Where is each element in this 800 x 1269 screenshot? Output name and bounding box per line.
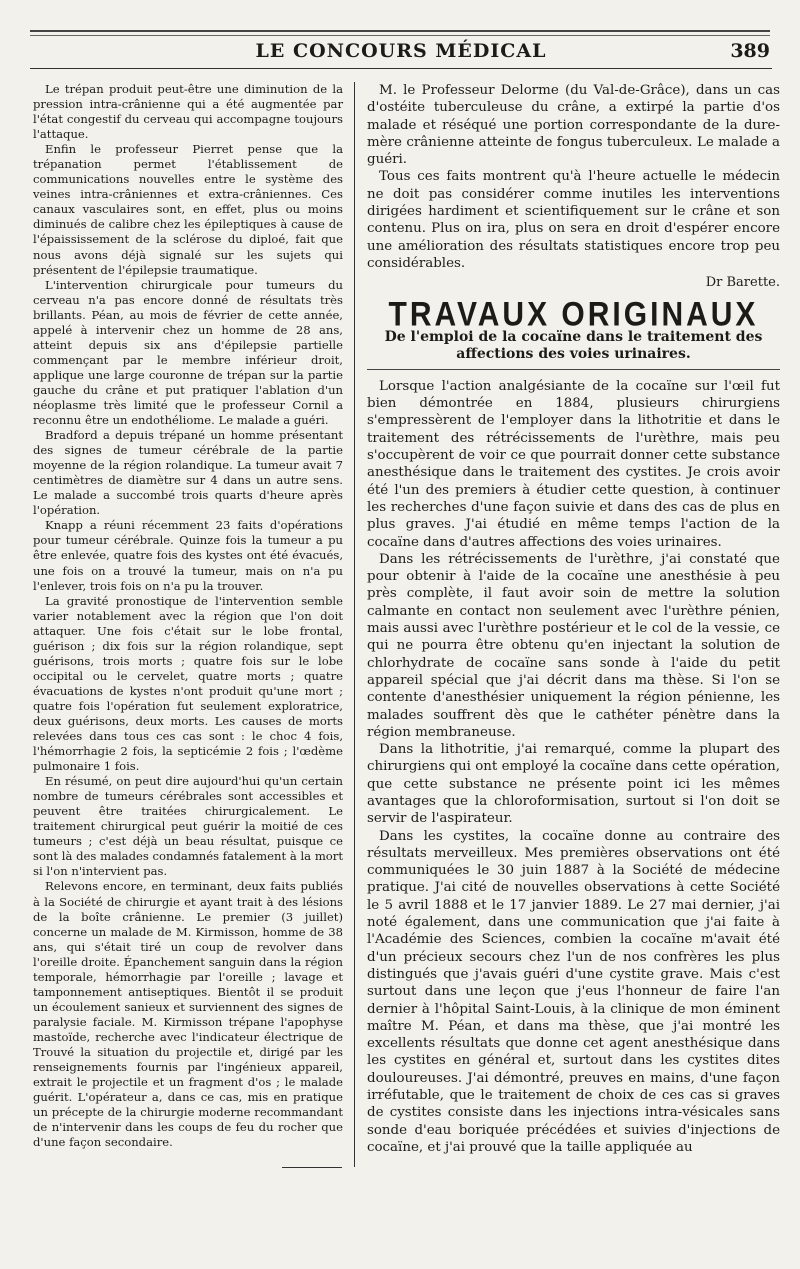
left-paragraph: L'intervention chirurgicale pour tumeurs du cerveau n'a pas encore donné de résultats très brillants. Péan, au mois de février de cette année, appelé à intervenir chez un homme de 28 ans, atteint depuis six ans d'épilepsie partielle commençant par le membre inférieur droit, applique une large couronne de trépan sur la partie gauche du crâne et put pratiquer l'ablation d'un néoplasme très limité que le professeur Cornil a reconnu être un endothéliome. Le malade a guéri.: [33, 277, 343, 428]
right-paragraph: Tous ces faits montrent qu'à l'heure actuelle le médecin ne doit pas considérer comme inutiles les interventions dirigées hardiment et scientifiquement sur le crâne et son contenu. Plus on ira, plus on sera en droit d'espérer encore une amélioration des résultats statistiques encore trop peu considérables.: [367, 169, 780, 271]
article-paragraph: Lorsque l'action analgésiante de la cocaïne sur l'œil fut bien démontrée en 1884, plusieurs chirurgiens s'empressèrent de l'employer dans la lithotritie et dans le traitement des rétrécissements de l'urèthre, mais peu s'occupèrent de voir ce que pourrait donner cette substance anesthésique dans le traitement des cystites. Je crois avoir été l'un des premiers à étudier cette question, à continuer les recherches d'une façon suivie et dans des cas de plus en plus graves. J'ai étudié en même temps l'action de la cocaïne dans d'autres affections des voies urinaires.: [367, 378, 780, 550]
left-paragraph: Le trépan produit peut-être une diminution de la pression intra-crânienne qui a été augmentée par l'état congestif du cerveau qui accompagne toujours l'attaque.: [33, 82, 343, 142]
left-paragraph: Relevons encore, en terminant, deux faits publiés à la Société de chirurgie et ayant trait à des lésions de la boîte crânienne. Le premier (3 juillet) concerne un malade de M. Kirmisson, homme de 38 ans, qui s'était tiré un coup de revolver dans l'oreille droite. Épanchement sanguin dans la région temporale, hémorrhagie par l'oreille ; lavage et tamponnement antiseptiques. Bientôt il se produit un écoulement sanieux et surviennent des signes de paralysie faciale. M. Kirmisson trépane l'apophyse mastoïde, recherche avec l'indicateur électrique de Trouvé la situation du projectile et, dirigé par les renseignements fournis par l'ingénieux appareil, extrait le projectile et un fragment d'os ; le malade guérit. L'opérateur a, dans ce cas, mis en pratique un précepte de la chirurgie moderne recommandant de n'intervenir dans les coups de feu du rocher que d'une façon secondaire.: [33, 879, 343, 1150]
left-paragraph: En résumé, on peut dire aujourd'hui qu'un certain nombre de tumeurs cérébrales sont accessibles et peuvent être traitées chirurgicalement. Le traitement chirurgical peut guérir la moitié de ces tumeurs ; c'est déjà un beau résultat, puisque ce sont là des malades condamnés fatalement à la mort si l'on n'intervient pas.: [33, 774, 343, 879]
journal-title: LE CONCOURS MÉDICAL: [255, 40, 547, 62]
top-rule: [30, 30, 770, 32]
top-rule-thin: [30, 35, 770, 36]
left-paragraph: Knapp a réuni récemment 23 faits d'opérations pour tumeur cérébrale. Quinze fois la tumeur a pu être enlevée, quatre fois des kystes ont été évacués, une fois on a trouvé la tumeur, mais on n'a pu l'enlever, trois fois on n'a pu la trouver.: [33, 518, 343, 593]
left-column: [33, 82, 343, 1150]
page-number: 389: [730, 40, 770, 62]
article-title: De l'emploi de la cocaïne dans le traitement des affections des voies urinaires.: [367, 329, 780, 370]
column-divider: [354, 82, 355, 1167]
left-paragraph: La gravité pronostique de l'intervention semble varier notablement avec la région que l'on doit attaquer. Une fois c'était sur le lobe frontal, guérison ; dix fois sur la région rolandique, sept guérisons, trois morts ; quatre fois sur le lobe occipital ou le cervelet, quatre morts ; quatre évacuations de kystes n'ont produit qu'une mort ; quatre fois l'opération fut seulement exploratrice, deux guérisons, deux morts. Les causes de morts relevées dans tous ces cas sont : le choc 4 fois, l'hémorrhagie 2 fois, la septicémie 2 fois ; l'œdème pulmonaire 1 fois.: [33, 593, 343, 774]
article-paragraph: Dans la lithotritie, j'ai remarqué, comme la plupart des chirurgiens qui ont employé la cocaïne dans cette opération, que cette substance ne présente point ici les mêmes avantages que la chloroformisation, surtout si l'on doit se servir de l'aspirateur.: [367, 742, 780, 827]
right-paragraph: M. le Professeur Delorme (du Val-de-Grâce), dans un cas d'ostéite tuberculeuse du crâne, a extirpé la partie d'os malade et réséqué une portion correspondante de la dure-mère crânienne atteinte de fongus tuberculeux. Le malade a guéri.: [367, 83, 780, 168]
left-paragraph: Bradford a depuis trépané un homme présentant des signes de tumeur cérébrale de la partie moyenne de la région rolandique. La tumeur avait 7 centimètres de diamètre sur 4 dans un autre sens. Le malade a succombé trois quarts d'heure après l'opération.: [33, 428, 343, 518]
column-end-rule: [282, 1167, 342, 1168]
right-column: [367, 82, 780, 1156]
section-title: TRAVAUX ORIGINAUX: [388, 295, 759, 334]
article-paragraph: Dans les rétrécissements de l'urèthre, j'ai constaté que pour obtenir à l'aide de la cocaïne une anesthésie à peu près complète, il faut avoir soin de mettre la solution calmante en contact non seulement avec l'urèthre pénien, mais aussi avec l'urèthre postérieur et le col de la vessie, ce qui ne pourra être obtenu qu'en injectant la solution de chlorhydrate de cocaïne sans sonde à l'aide du petit appareil spécial que j'ai décrit dans ma thèse. Si l'on se contente d'anesthésier uniquement la région pénienne, les malades souffrent dès que le cathéter pénètre dans la région membraneuse.: [367, 551, 780, 740]
author-signature: Dr Barette.: [705, 275, 780, 291]
article-paragraph: Dans les cystites, la cocaïne donne au contraire des résultats merveilleux. Mes premières observations ont été communiquées le 30 juin 1887 à la Société de médecine pratique. J'ai cité de nouvelles observations à cette Société le 5 avril 1888 et le 17 janvier 1889. Le 27 mai dernier, j'ai noté également, dans une communication que j'ai faite à l'Académie des Sciences, combien la cocaïne m'avait été d'un précieux secours chez l'un de nos confrères les plus distingués que j'avais guéri d'une cystite grave. Mais c'est surtout dans une leçon que j'eus l'honneur de faire l'an dernier à l'hôpital Saint-Louis, à la clinique de mon éminent maître M. Péan, et dans ma thèse, que j'ai montré les excellents résultats que donne cet agent anesthésique dans les cystites en général et, surtout dans les cystites dites douloureuses. J'ai démontré, preuves en mains, d'une façon irréfutable, que le traitement de choix de ces cas si graves de cystites consiste dans les injections intra-vésicales sans sonde d'eau boriquée précédées et suivies d'injections de cocaïne, et j'ai prouvé que la taille appliquée au: [367, 828, 780, 1155]
page-header: [30, 38, 772, 69]
left-paragraph: Enfin le professeur Pierret pense que la trépanation permet l'établissement de communications nouvelles entre le système des veines intra-crâniennes et extra-crâniennes. Ces canaux vasculaires sont, en effet, plus ou moins diminués de calibre chez les épileptiques à cause de l'épaississement de la sclérose du diploé, fait que nous avons déjà signalé sur les sujets qui présentent de l'épilepsie traumatique.: [33, 142, 343, 277]
